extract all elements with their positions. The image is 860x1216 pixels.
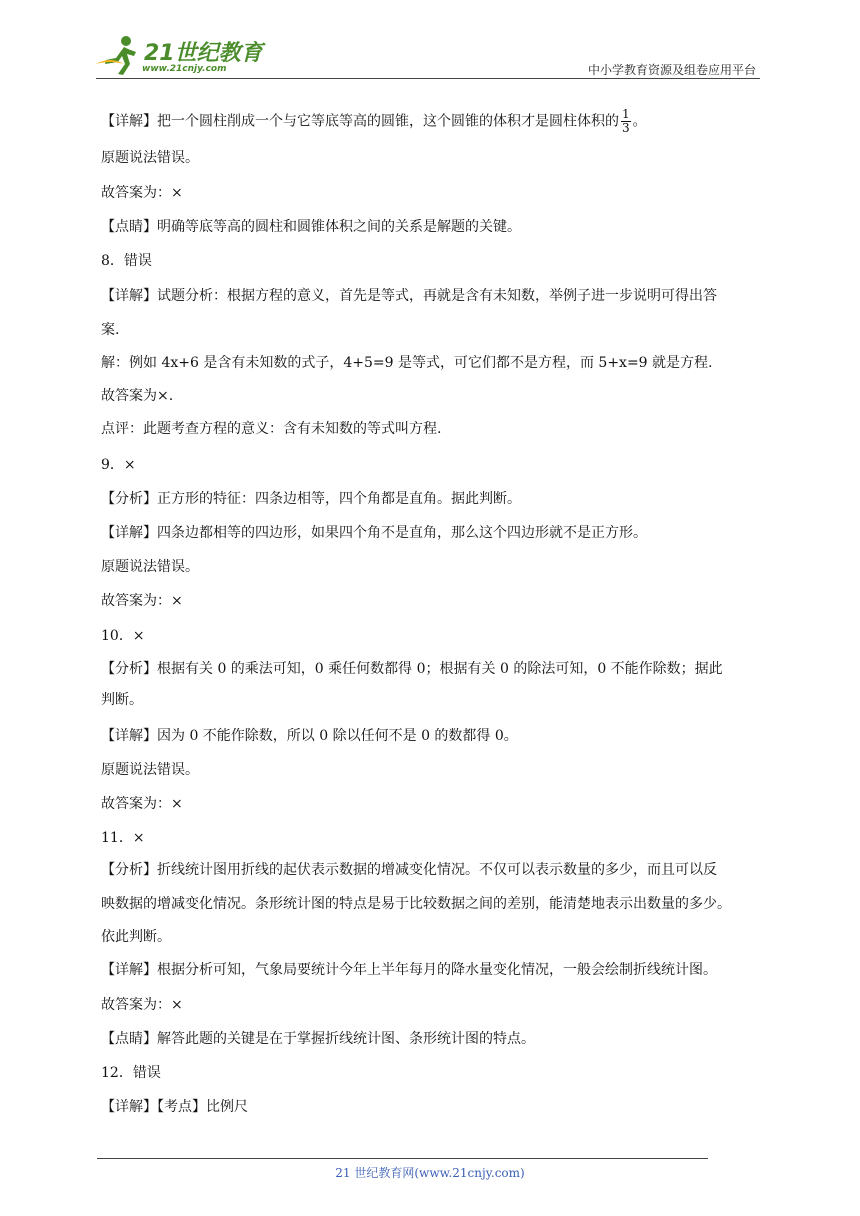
text-line: 依此判断。	[101, 929, 171, 945]
runner-icon	[94, 34, 142, 76]
text-line: 【详解】因为 0 不能作除数，所以 0 除以任何不是 0 的数都得 0。	[101, 728, 518, 744]
text-line: 判断。	[101, 692, 143, 708]
text-line: 故答案为：×	[101, 796, 183, 812]
logo-url-text: www.21cnjy.com	[142, 64, 227, 74]
question-number: 9．×	[101, 457, 136, 473]
text-line: 【详解】四条边都相等的四边形，如果四个角不是直角，那么这个四边形就不是正方形。	[101, 525, 647, 541]
question-number: 8．错误	[101, 253, 152, 269]
text-line: 【详解】试题分析：根据方程的意义，首先是等式，再就是含有未知数，举例子进一步说明可得出答	[101, 288, 717, 304]
text-line: 【详解】【考点】比例尺	[101, 1099, 248, 1115]
text-line: 【分析】根据有关 0 的乘法可知，0 乘任何数都得 0；根据有关 0 的除法可知，0 不能作除数；据此	[101, 661, 723, 677]
text-line: 原题说法错误。	[101, 559, 199, 575]
text-line: 原题说法错误。	[101, 150, 199, 166]
text-line: 案.	[101, 322, 120, 338]
text-line: 故答案为：×	[101, 185, 183, 201]
text-line: 映数据的增减变化情况。条形统计图的特点是易于比较数据之间的差别，能清楚地表示出数量的多少。	[101, 896, 731, 912]
site-logo[interactable]	[94, 34, 264, 78]
text-line: 点评：此题考查方程的意义：含有未知数的等式叫方程.	[101, 421, 442, 437]
text-line: 【点睛】解答此题的关键是在于掌握折线统计图、条形统计图的特点。	[101, 1031, 535, 1047]
text-line: 【分析】折线统计图用折线的起伏表示数据的增减变化情况。不仅可以表示数量的多少，而且可以反	[101, 862, 717, 878]
logo-brand-text: 21世纪教育	[144, 41, 263, 66]
question-number: 10．×	[101, 628, 145, 644]
text-line: 故答案为：×	[101, 997, 183, 1013]
text-line: 【详解】根据分析可知，气象局要统计今年上半年每月的降水量变化情况，一般会绘制折线统计图。	[101, 962, 717, 978]
footer-link[interactable]: 21 世纪教育网(www.21cnjy.com)	[335, 1166, 525, 1180]
text-line: 【点睛】明确等底等高的圆柱和圆锥体积之间的关系是解题的关键。	[101, 219, 521, 235]
question-number: 11．×	[101, 830, 145, 846]
header-platform-text: 中小学教育资源及组卷应用平台	[587, 63, 756, 77]
fraction: $\frac{1}{3}$	[622, 107, 630, 135]
text-line: 解：例如 4x+6 是含有未知数的式子，4+5=9 是等式，可它们都不是方程，而 5+x=9 就是方程.	[101, 355, 713, 371]
footer-divider	[97, 1158, 708, 1159]
page-header	[0, 0, 860, 80]
text-line: 【详解】把一个圆柱削成一个与它等底等高的圆锥，这个圆锥的体积才是圆柱体积的 $\frac{1}{3}$ 。	[101, 107, 647, 135]
text-line: 故答案为×.	[101, 388, 174, 404]
text-line: 原题说法错误。	[101, 762, 199, 778]
question-number: 12．错误	[101, 1065, 161, 1081]
header-divider	[96, 78, 760, 79]
text-line: 故答案为：×	[101, 593, 183, 609]
text-line: 【分析】正方形的特征：四条边相等，四个角都是直角。据此判断。	[101, 491, 521, 507]
